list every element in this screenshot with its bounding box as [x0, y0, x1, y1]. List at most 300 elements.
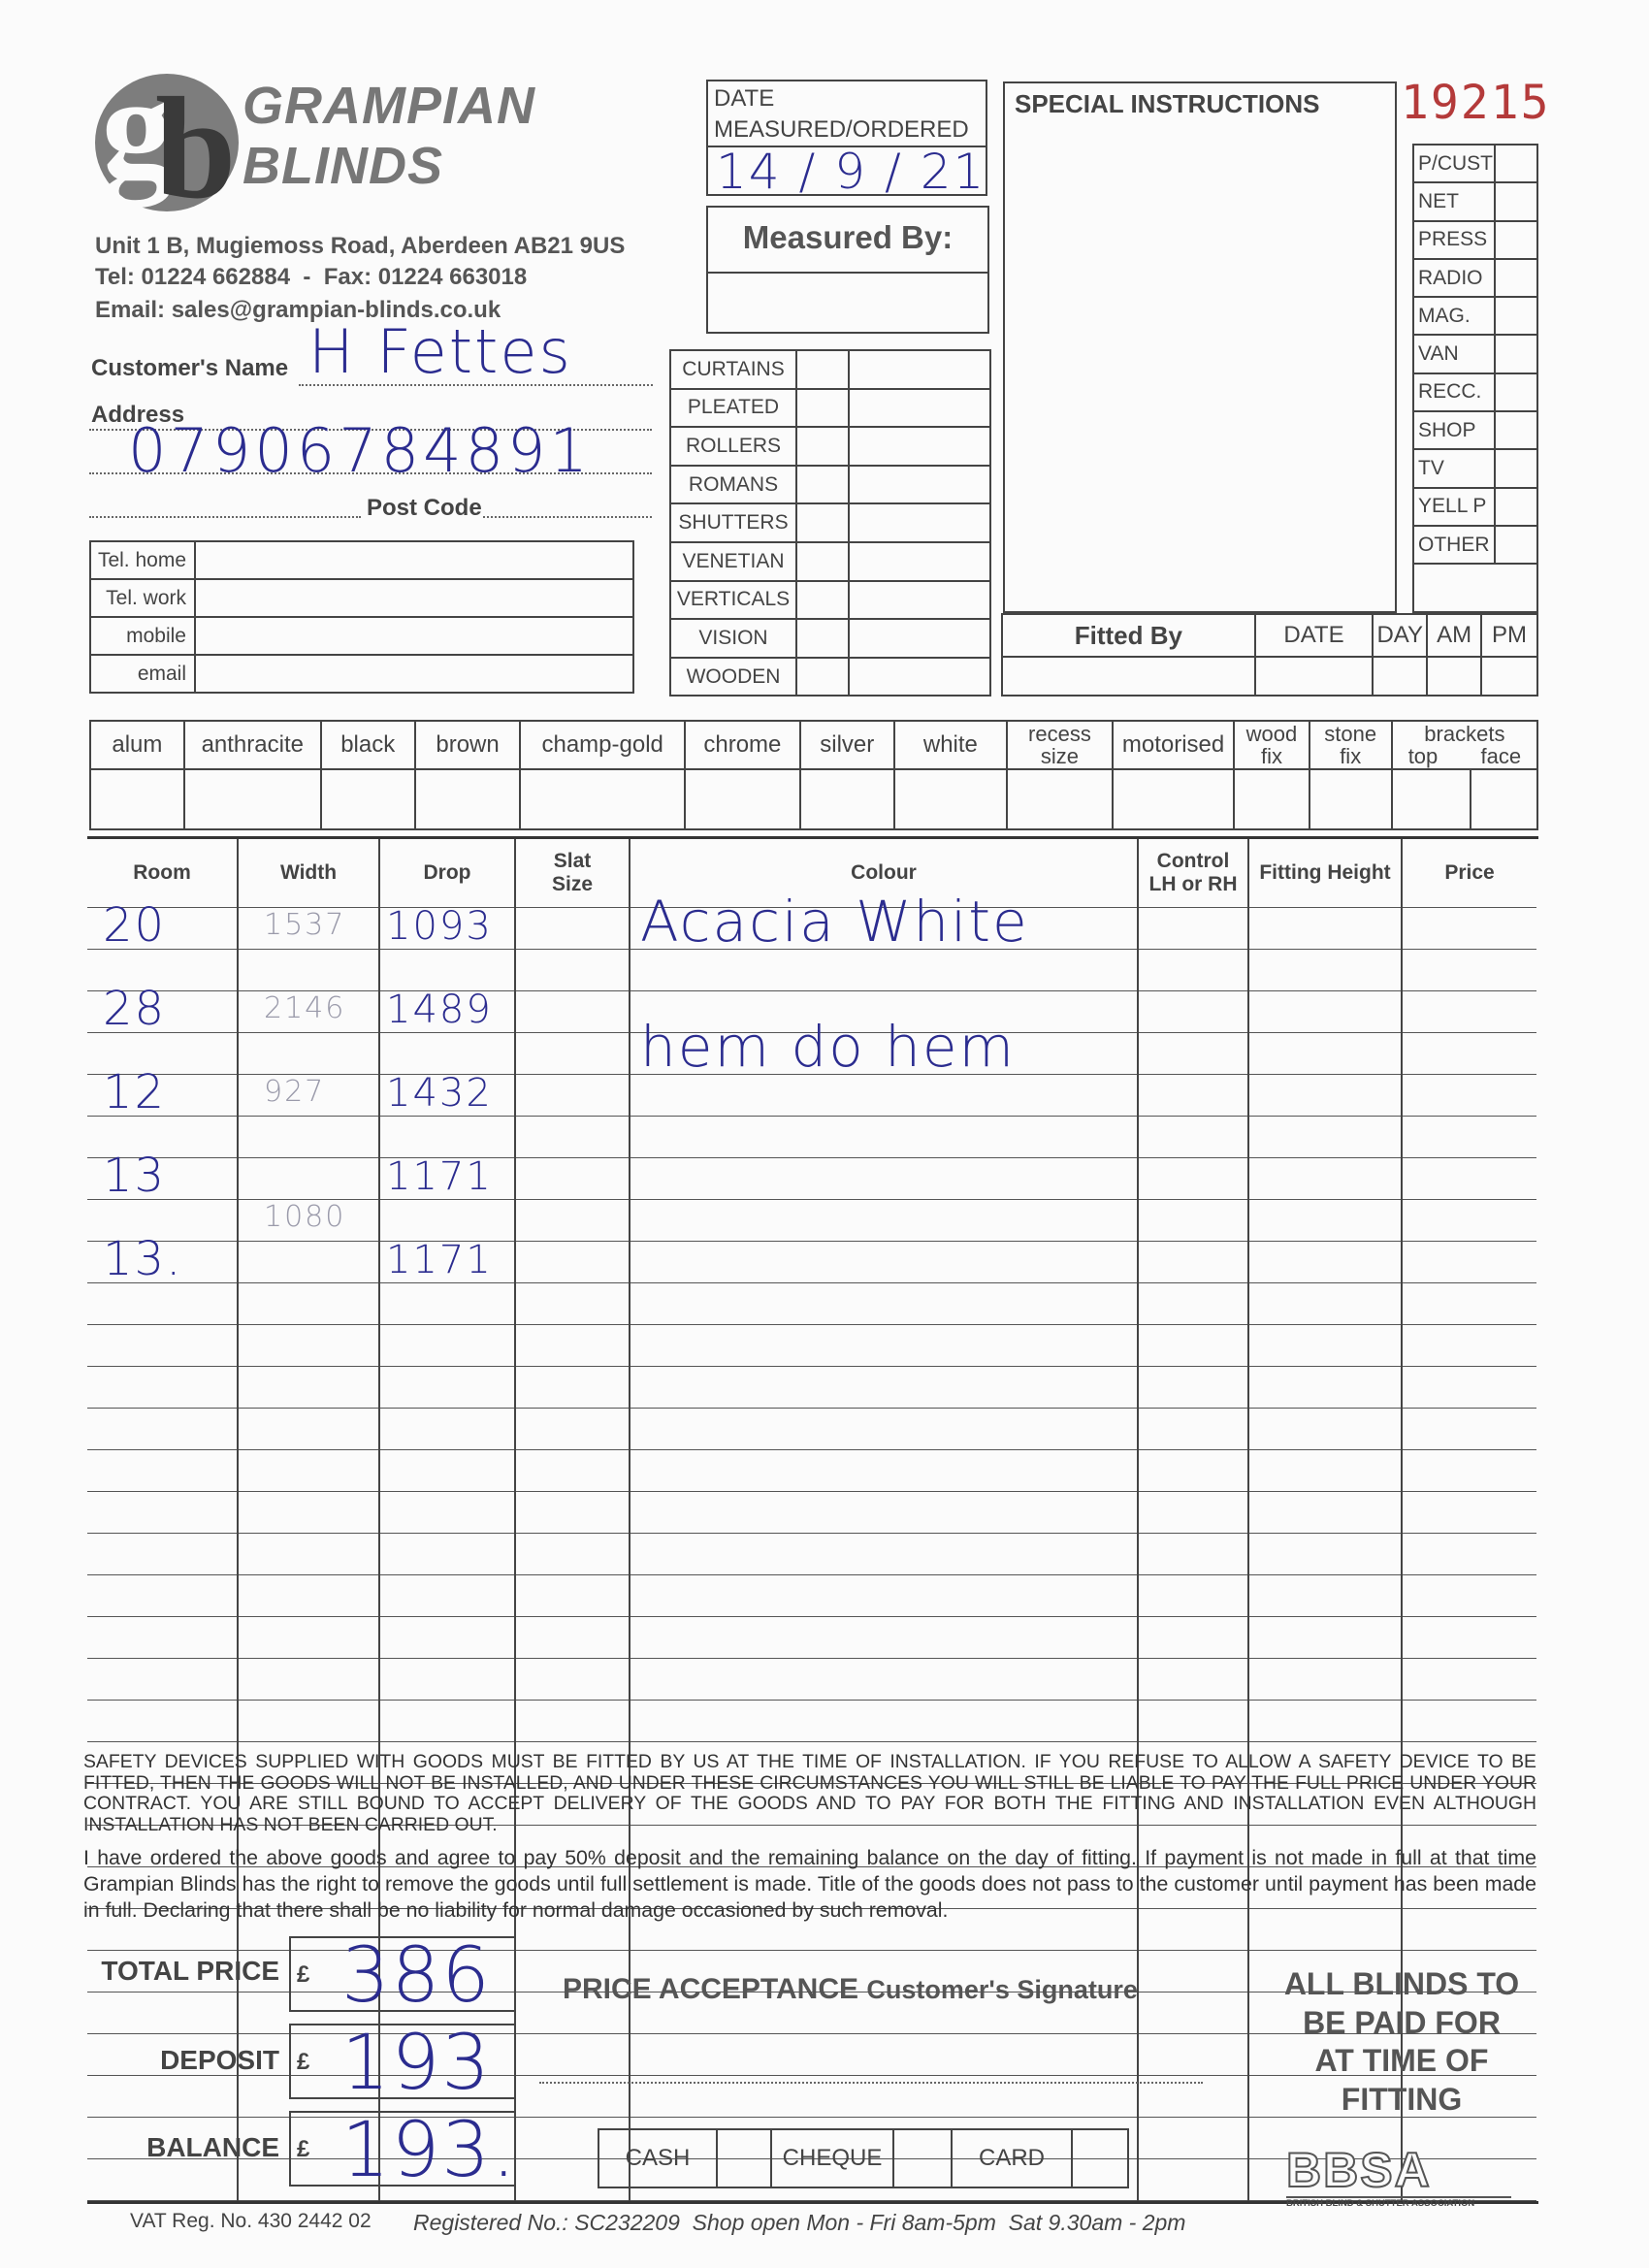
control-cell[interactable] [1138, 1116, 1248, 1157]
source-label: TV [1413, 449, 1495, 487]
source-check[interactable] [1495, 335, 1537, 373]
width-cell[interactable] [238, 1491, 379, 1533]
blind-type-label: SHUTTERS [670, 503, 796, 542]
colour-check-white[interactable] [894, 769, 1007, 829]
colour-cell[interactable] [630, 1241, 1138, 1282]
deposit-value: 193 [341, 2020, 492, 2107]
tel-home-field[interactable] [195, 541, 633, 579]
source-check[interactable] [1495, 526, 1537, 564]
fitting-height-cell[interactable] [1248, 1282, 1402, 1324]
room-cell[interactable] [87, 2158, 238, 2200]
colour-cell[interactable] [630, 1324, 1138, 1366]
drop-cell[interactable] [379, 1700, 515, 1741]
colour-cell[interactable] [630, 1074, 1138, 1116]
width-cell[interactable] [238, 1157, 379, 1199]
blind-type-row [670, 581, 990, 620]
price-cell[interactable] [1402, 907, 1536, 949]
slat-size-cell[interactable] [515, 1533, 630, 1574]
control-cell[interactable] [1138, 1574, 1248, 1616]
drop-cell[interactable] [379, 1324, 515, 1366]
source-check[interactable] [1495, 449, 1537, 487]
total-price-box[interactable] [289, 1932, 516, 2020]
fitting-height-cell[interactable] [1248, 1658, 1402, 1700]
blind-type-qty[interactable] [796, 503, 849, 542]
fitting-height-cell[interactable] [1248, 1032, 1402, 1074]
slat-size-cell[interactable] [515, 1241, 630, 1282]
fitted-by-field[interactable] [1002, 657, 1255, 696]
col-colour: Colour [630, 839, 1138, 907]
colour-cell[interactable] [630, 1574, 1138, 1616]
slat-size-cell[interactable] [515, 1616, 630, 1658]
source-row [1413, 145, 1537, 182]
width-cell[interactable] [238, 1366, 379, 1408]
source-check[interactable] [1495, 373, 1537, 411]
blind-type-qty[interactable] [796, 619, 849, 658]
control-cell[interactable] [1138, 1074, 1248, 1116]
price-cell[interactable] [1402, 1032, 1536, 1074]
contact-label: Tel. work [90, 579, 195, 617]
control-cell[interactable] [1138, 1658, 1248, 1700]
blind-type-notes[interactable] [849, 466, 990, 504]
source-row [1413, 526, 1537, 564]
drop-cell[interactable]: 1489 [379, 990, 515, 1032]
contact-row [90, 655, 633, 693]
room-cell[interactable] [87, 1616, 238, 1658]
special-instructions-field[interactable] [1015, 132, 1385, 601]
table-row [87, 1658, 1536, 1700]
drop-cell[interactable] [379, 1116, 515, 1157]
bbsa-logo-text: BBSA [1286, 2143, 1432, 2197]
fitting-height-cell[interactable] [1248, 1199, 1402, 1241]
price-cell[interactable] [1402, 1616, 1536, 1658]
blind-type-qty[interactable] [796, 542, 849, 581]
fitting-height-cell[interactable] [1248, 1157, 1402, 1199]
drop-cell[interactable] [379, 1449, 515, 1491]
blind-type-qty[interactable] [796, 581, 849, 620]
source-row [1413, 335, 1537, 373]
address-line-3 [89, 516, 361, 518]
room-cell[interactable] [87, 1449, 238, 1491]
drop-cell[interactable] [379, 1199, 515, 1241]
control-cell[interactable] [1138, 1533, 1248, 1574]
balance-label: BALANCE [146, 2132, 279, 2162]
colour-cell[interactable]: Acacia White [630, 907, 1138, 949]
colour-option-chrome: chrome [685, 721, 800, 769]
colour-cell[interactable]: hem do hem [630, 1032, 1138, 1074]
blind-type-qty[interactable] [796, 427, 849, 466]
price-cell[interactable] [1402, 1324, 1536, 1366]
width-cell[interactable] [238, 1700, 379, 1741]
source-label: RECC. [1413, 373, 1495, 411]
measured-by-label: Measured By: [742, 219, 954, 255]
blind-type-notes[interactable] [849, 427, 990, 466]
room-cell[interactable]: 12 [87, 1074, 238, 1116]
colour-option-anthracite: anthracite [184, 721, 321, 769]
fitting-height-cell[interactable] [1248, 1491, 1402, 1533]
price-cell[interactable] [1402, 1157, 1536, 1199]
control-cell[interactable] [1138, 1199, 1248, 1241]
room-cell[interactable]: 13 [87, 1157, 238, 1199]
signature-line[interactable] [539, 2082, 1203, 2084]
width-cell[interactable] [238, 1408, 379, 1449]
colour-check-chrome[interactable] [685, 769, 800, 829]
control-cell[interactable] [1138, 1032, 1248, 1074]
control-cell[interactable] [1138, 1491, 1248, 1533]
control-cell[interactable] [1138, 1366, 1248, 1408]
room-cell[interactable]: 28 [87, 990, 238, 1032]
room-cell[interactable] [87, 2075, 238, 2117]
logo-letter-g: g [101, 47, 174, 208]
option-wood-fix: wood fix [1234, 721, 1309, 769]
fitting-height-cell[interactable] [1248, 907, 1402, 949]
table-row [87, 907, 1536, 949]
table-row [87, 1199, 1536, 1241]
room-cell[interactable] [87, 1992, 238, 2033]
drop-cell[interactable]: 1093 [379, 907, 515, 949]
table-row [87, 1449, 1536, 1491]
motorised-check[interactable] [1113, 769, 1234, 829]
colour-cell[interactable] [630, 1658, 1138, 1700]
fitting-height-cell[interactable] [1248, 949, 1402, 990]
room-cell[interactable] [87, 1533, 238, 1574]
colour-check-brown[interactable] [415, 769, 521, 829]
slat-size-cell[interactable] [515, 1282, 630, 1324]
price-cell[interactable] [1402, 990, 1536, 1032]
colour-check-alum[interactable] [90, 769, 184, 829]
contact-row [90, 579, 633, 617]
address-value: 07906784891 [128, 415, 592, 486]
colour-option-black: black [321, 721, 415, 769]
colour-cell[interactable] [630, 1282, 1138, 1324]
drop-cell[interactable]: 1432 [379, 1074, 515, 1116]
fit-am-label: AM [1427, 614, 1481, 657]
colour-cell[interactable] [630, 1408, 1138, 1449]
fit-day-field[interactable] [1373, 657, 1427, 696]
blind-type-qty[interactable] [796, 466, 849, 504]
slat-size-cell[interactable] [515, 2033, 630, 2075]
control-cell[interactable] [1138, 2033, 1248, 2075]
control-cell[interactable] [1138, 990, 1248, 1032]
payment-method-table [598, 2128, 1129, 2188]
colour-check-anthracite[interactable] [184, 769, 321, 829]
source-label: NET [1413, 182, 1495, 220]
table-row [87, 1324, 1536, 1366]
date-value: 14 / 9 / 21 [716, 144, 986, 200]
customer-signature-label: Customer's Signature [866, 1975, 1138, 2004]
price-cell[interactable] [1402, 1408, 1536, 1449]
drop-cell[interactable] [379, 949, 515, 990]
pay-cheque-label: CHEQUE [771, 2129, 893, 2187]
price-cell[interactable] [1402, 1241, 1536, 1282]
currency-symbol: £ [297, 2136, 310, 2162]
colour-cell[interactable] [630, 1199, 1138, 1241]
source-row [1413, 411, 1537, 449]
logo-letter-b: b [155, 68, 237, 229]
width-cell[interactable] [238, 1324, 379, 1366]
slat-size-cell[interactable] [515, 1074, 630, 1116]
source-check[interactable] [1495, 145, 1537, 182]
drop-cell[interactable] [379, 1366, 515, 1408]
special-instructions-box [1003, 81, 1397, 613]
price-cell[interactable] [1402, 1282, 1536, 1324]
slat-size-cell[interactable] [515, 1408, 630, 1449]
control-cell[interactable] [1138, 1408, 1248, 1449]
width-cell[interactable]: 2146 [238, 990, 379, 1032]
drop-cell[interactable] [379, 1533, 515, 1574]
slat-size-cell[interactable] [515, 1199, 630, 1241]
slat-size-cell[interactable] [515, 1032, 630, 1074]
table-row [87, 1408, 1536, 1449]
fitting-height-cell[interactable] [1248, 1449, 1402, 1491]
source-row [1413, 182, 1537, 220]
source-label: MAG. [1413, 297, 1495, 335]
price-cell[interactable] [1402, 1491, 1536, 1533]
slat-size-cell[interactable] [515, 1449, 630, 1491]
source-check[interactable] [1495, 411, 1537, 449]
drop-cell[interactable] [379, 1491, 515, 1533]
colour-check-black[interactable] [321, 769, 415, 829]
fitting-height-cell[interactable] [1248, 1408, 1402, 1449]
width-cell[interactable] [238, 1032, 379, 1074]
mobile-field[interactable] [195, 617, 633, 655]
control-cell[interactable] [1138, 2117, 1248, 2158]
colour-cell[interactable] [630, 1616, 1138, 1658]
source-check[interactable] [1495, 259, 1537, 297]
colour-cell[interactable] [630, 1449, 1138, 1491]
width-cell[interactable] [238, 1574, 379, 1616]
width-cell[interactable]: 1080 [238, 1199, 379, 1241]
price-cell[interactable] [1402, 1658, 1536, 1700]
slat-size-cell[interactable] [515, 1700, 630, 1741]
control-cell[interactable] [1138, 2158, 1248, 2200]
fitting-height-cell[interactable] [1248, 1616, 1402, 1658]
slat-size-cell[interactable] [515, 990, 630, 1032]
tel-work-field[interactable] [195, 579, 633, 617]
colour-cell[interactable] [630, 949, 1138, 990]
room-cell[interactable] [87, 1324, 238, 1366]
deposit-box[interactable] [289, 2020, 516, 2107]
colour-check-champ-gold[interactable] [520, 769, 684, 829]
fitting-height-cell[interactable] [1248, 1324, 1402, 1366]
source-check[interactable] [1495, 297, 1537, 335]
blind-type-qty[interactable] [796, 389, 849, 428]
wood-fix-check[interactable] [1234, 769, 1309, 829]
blind-type-notes[interactable] [849, 350, 990, 389]
special-instructions-label: SPECIAL INSTRUCTIONS [1015, 89, 1320, 118]
slat-size-cell[interactable] [515, 1491, 630, 1533]
price-cell[interactable] [1402, 1116, 1536, 1157]
deposit-label: DEPOSIT [160, 2045, 279, 2075]
colour-option-white: white [894, 721, 1007, 769]
control-cell[interactable] [1138, 1324, 1248, 1366]
recess-size-field[interactable] [1007, 769, 1113, 829]
fitting-height-cell[interactable] [1248, 1574, 1402, 1616]
width-cell[interactable]: 1537 [238, 907, 379, 949]
blind-type-notes[interactable] [849, 542, 990, 581]
pay-cheque-check[interactable] [893, 2129, 952, 2187]
brackets-top-check[interactable] [1392, 769, 1471, 829]
room-cell[interactable] [87, 1282, 238, 1324]
control-cell[interactable] [1138, 1282, 1248, 1324]
option-recess-size: recess size [1007, 721, 1113, 769]
contact-table [89, 540, 634, 694]
width-cell[interactable] [238, 1533, 379, 1574]
control-cell[interactable] [1138, 1992, 1248, 2033]
contact-row [90, 617, 633, 655]
width-cell[interactable] [238, 1658, 379, 1700]
table-row [87, 949, 1536, 990]
table-row [87, 1533, 1536, 1574]
source-check[interactable] [1495, 221, 1537, 259]
bbsa-logo [1286, 2143, 1511, 2209]
fitting-height-cell[interactable] [1248, 1700, 1402, 1741]
width-cell[interactable] [238, 1616, 379, 1658]
blind-type-notes[interactable] [849, 658, 990, 697]
room-cell[interactable] [87, 1574, 238, 1616]
fitting-height-cell[interactable] [1248, 1074, 1402, 1116]
price-acceptance-label: PRICE ACCEPTANCE Customer's Signature [563, 1973, 1138, 2005]
balance-box[interactable] [289, 2107, 518, 2194]
bbsa-full-name: BRITISH BLIND & SHUTTER ASSOCIATION [1286, 2196, 1511, 2209]
blind-type-qty[interactable] [796, 658, 849, 697]
slat-size-cell[interactable] [515, 1157, 630, 1199]
slat-size-cell[interactable] [515, 1658, 630, 1700]
drop-cell[interactable] [379, 1616, 515, 1658]
blind-type-notes[interactable] [849, 389, 990, 428]
fitting-height-cell[interactable] [1248, 1366, 1402, 1408]
slat-size-cell[interactable] [515, 1116, 630, 1157]
price-cell[interactable] [1402, 1449, 1536, 1491]
slat-size-cell[interactable] [515, 1366, 630, 1408]
customer-name-value: H Fettes [308, 316, 572, 387]
colour-cell[interactable] [630, 1157, 1138, 1199]
control-cell[interactable] [1138, 949, 1248, 990]
brackets-face-check[interactable] [1471, 769, 1537, 829]
width-cell[interactable] [238, 1449, 379, 1491]
fit-date-field[interactable] [1255, 657, 1374, 696]
room-cell[interactable] [87, 1658, 238, 1700]
source-label: P/CUST [1413, 145, 1495, 182]
fitted-by-label: Fitted By [1002, 614, 1255, 657]
price-cell[interactable] [1402, 1074, 1536, 1116]
blind-type-notes[interactable] [849, 503, 990, 542]
width-cell[interactable] [238, 1116, 379, 1157]
colour-cell[interactable] [630, 1533, 1138, 1574]
control-cell[interactable] [1138, 1241, 1248, 1282]
colour-cell[interactable] [630, 1491, 1138, 1533]
blind-type-row [670, 466, 990, 504]
table-row [87, 1574, 1536, 1616]
price-cell[interactable] [1402, 1366, 1536, 1408]
email-field[interactable] [195, 655, 633, 693]
colour-cell[interactable] [630, 1700, 1138, 1741]
room-cell[interactable] [87, 1700, 238, 1741]
slat-size-cell[interactable] [515, 907, 630, 949]
colour-options-table [89, 720, 1538, 830]
price-cell[interactable] [1402, 1574, 1536, 1616]
width-cell[interactable]: 927 [238, 1074, 379, 1116]
drop-cell[interactable] [379, 1032, 515, 1074]
other-source-field[interactable] [1412, 563, 1538, 613]
room-cell[interactable]: 20 [87, 907, 238, 949]
width-cell[interactable] [238, 1241, 379, 1282]
drop-cell[interactable] [379, 1658, 515, 1700]
pay-card-check[interactable] [1072, 2129, 1128, 2187]
colour-check-silver[interactable] [800, 769, 894, 829]
fit-pm-field[interactable] [1481, 657, 1537, 696]
fitting-height-cell[interactable] [1248, 1533, 1402, 1574]
contact-label: mobile [90, 617, 195, 655]
table-row [87, 1700, 1536, 1741]
room-cell[interactable]: 13. [87, 1241, 238, 1282]
drop-cell[interactable] [379, 1282, 515, 1324]
slat-size-cell[interactable] [515, 1574, 630, 1616]
blind-type-notes[interactable] [849, 581, 990, 620]
slat-size-cell[interactable] [515, 949, 630, 990]
slat-size-cell[interactable] [515, 1324, 630, 1366]
control-cell[interactable] [1138, 1157, 1248, 1199]
control-cell[interactable] [1138, 907, 1248, 949]
col-fitting-height: Fitting Height [1248, 839, 1402, 907]
colour-option-brown: brown [415, 721, 521, 769]
width-cell[interactable] [238, 1282, 379, 1324]
blind-type-label: VERTICALS [670, 581, 796, 620]
colour-cell[interactable] [630, 1366, 1138, 1408]
blind-type-notes[interactable] [849, 619, 990, 658]
pay-cash-check[interactable] [717, 2129, 771, 2187]
colour-cell[interactable] [630, 1116, 1138, 1157]
room-cell[interactable] [87, 1408, 238, 1449]
drop-cell[interactable]: 1171 [379, 1241, 515, 1282]
price-cell[interactable] [1402, 949, 1536, 990]
colour-cell[interactable] [630, 2033, 1138, 2075]
fitting-height-cell[interactable] [1248, 990, 1402, 1032]
blind-type-qty[interactable] [796, 350, 849, 389]
source-row [1413, 373, 1537, 411]
source-label: VAN [1413, 335, 1495, 373]
currency-symbol: £ [297, 2049, 310, 2075]
source-label: YELL P [1413, 488, 1495, 526]
fitting-height-cell[interactable] [1248, 1116, 1402, 1157]
control-cell[interactable] [1138, 1616, 1248, 1658]
room-cell[interactable] [87, 1366, 238, 1408]
company-name-line2: BLINDS [242, 137, 443, 195]
price-cell[interactable] [1402, 1700, 1536, 1741]
control-cell[interactable] [1138, 1449, 1248, 1491]
measured-by-box [706, 206, 989, 334]
source-row [1413, 449, 1537, 487]
blind-type-label: WOODEN [670, 658, 796, 697]
control-cell[interactable] [1138, 1950, 1248, 1992]
price-cell[interactable] [1402, 1199, 1536, 1241]
fit-am-field[interactable] [1427, 657, 1481, 696]
source-check[interactable] [1495, 182, 1537, 220]
room-cell[interactable] [87, 1491, 238, 1533]
contact-label: email [90, 655, 195, 693]
width-cell[interactable] [238, 949, 379, 990]
source-check[interactable] [1495, 488, 1537, 526]
customer-name-label: Customer's Name [91, 355, 289, 381]
drop-cell[interactable]: 1171 [379, 1157, 515, 1199]
drop-cell[interactable] [379, 1574, 515, 1616]
drop-cell[interactable] [379, 1408, 515, 1449]
control-cell[interactable] [1138, 1700, 1248, 1741]
blind-type-label: ROLLERS [670, 427, 796, 466]
price-cell[interactable] [1402, 1533, 1536, 1574]
fitting-height-cell[interactable] [1248, 1241, 1402, 1282]
table-row [87, 1241, 1536, 1282]
stone-fix-check[interactable] [1310, 769, 1392, 829]
